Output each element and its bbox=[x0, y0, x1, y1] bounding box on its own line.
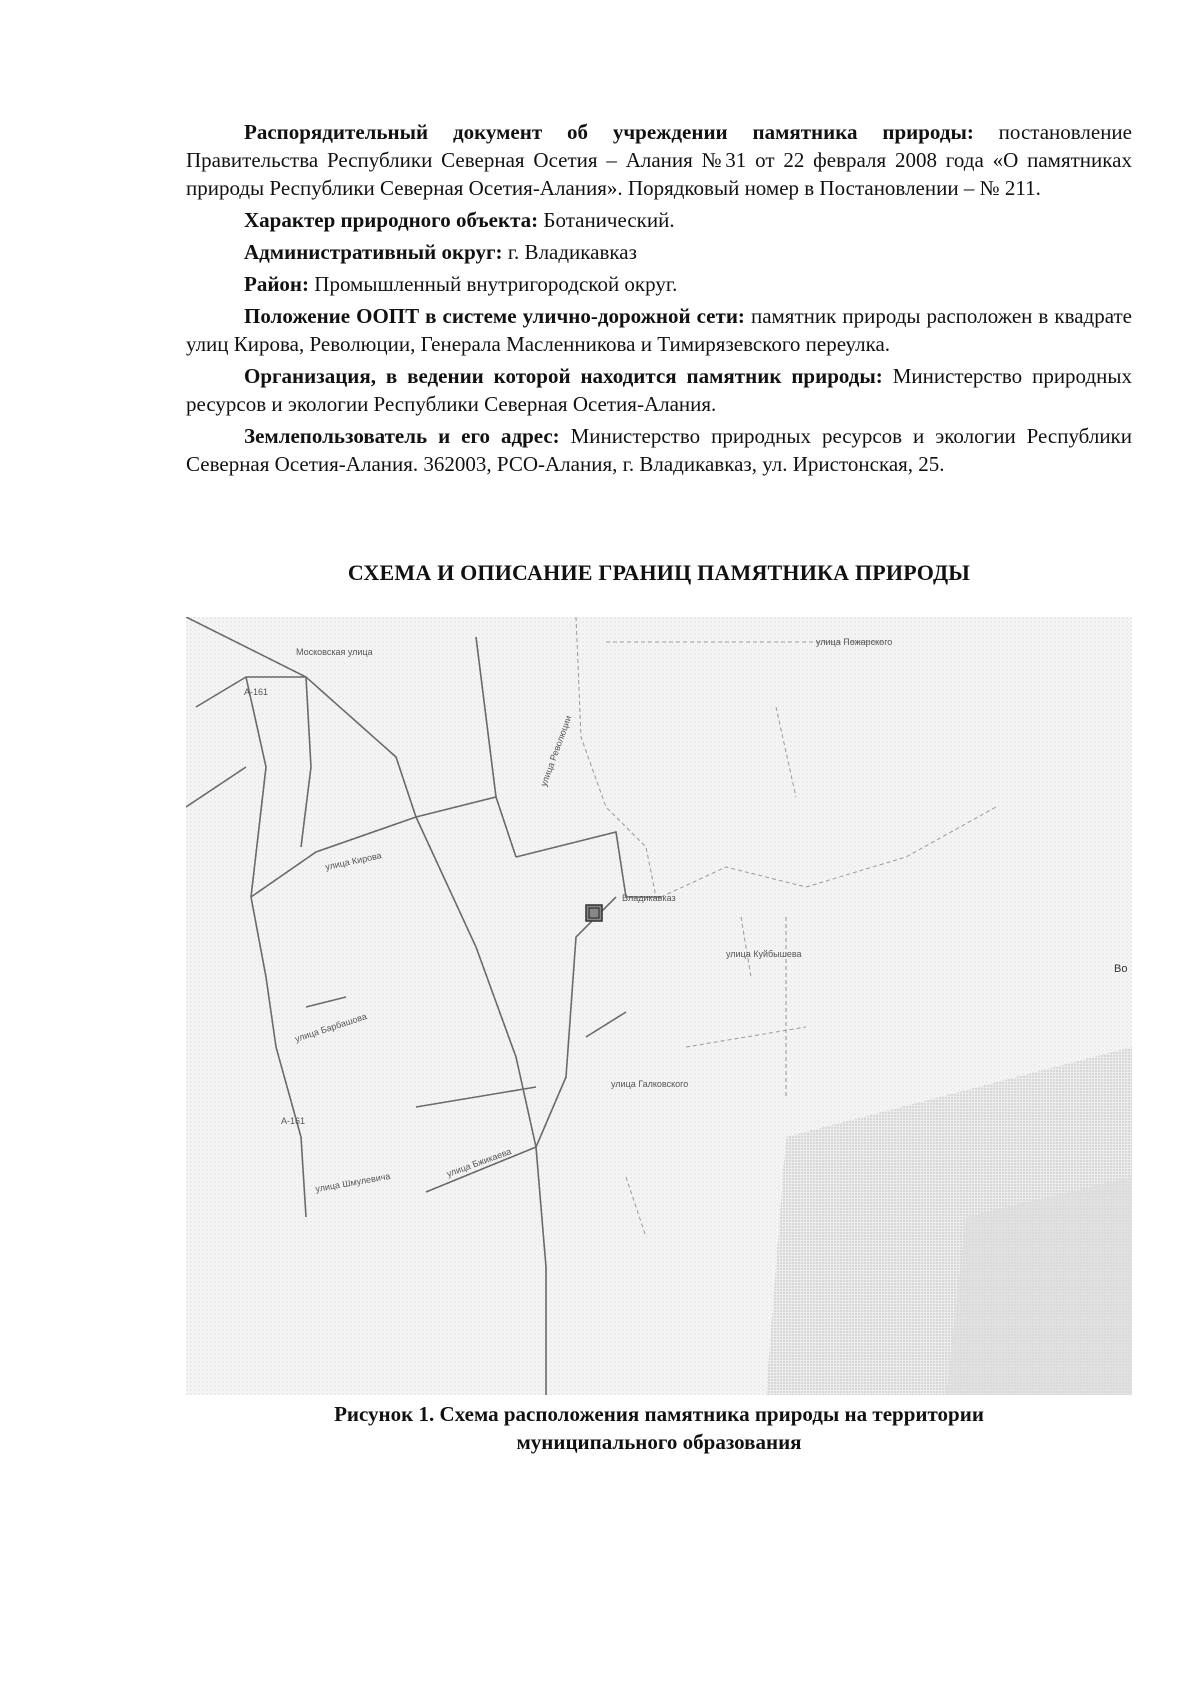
map-label-a161-bottom: А-161 bbox=[281, 1116, 306, 1126]
paragraph-text: Ботанический. bbox=[538, 208, 675, 232]
figure-caption bbox=[186, 1400, 1132, 1456]
paragraph-area bbox=[186, 270, 1132, 298]
paragraph-organization bbox=[186, 362, 1132, 418]
map-label-revolyutsii: улица Революции bbox=[538, 714, 574, 788]
map-label-vo: Во bbox=[1114, 963, 1128, 975]
paragraph-character bbox=[186, 206, 1132, 234]
paragraph-district bbox=[186, 238, 1132, 266]
map-label-a161-top: А-161 bbox=[244, 687, 269, 697]
location-map bbox=[186, 617, 1132, 1395]
paragraph-land-user bbox=[186, 422, 1132, 478]
map-label-barbashova: улица Барбашова bbox=[293, 1011, 368, 1044]
paragraph-label: Район: bbox=[244, 272, 310, 296]
paragraph-label: Организация, в ведении которой находится памятник природы: bbox=[244, 364, 883, 388]
map-label-pozharskogo: улица Пожарского bbox=[816, 637, 893, 647]
map-label-kirova: улица Кирова bbox=[324, 850, 383, 872]
map-label-moskovskaya: Московская улица bbox=[296, 647, 373, 657]
paragraph-decree bbox=[186, 118, 1132, 202]
figure-caption-line-2: муниципального образования bbox=[516, 1430, 802, 1454]
nature-monument-marker bbox=[586, 905, 602, 921]
document-body bbox=[186, 118, 1132, 482]
map-label-vladikavkaz: Владикавказ bbox=[622, 893, 676, 903]
paragraph-label: Положение ООПТ в системе улично-дорожной сети: bbox=[244, 304, 745, 328]
map-label-kurbskogo: улица Куйбышева bbox=[726, 949, 802, 959]
section-title: СХЕМА И ОПИСАНИЕ ГРАНИЦ ПАМЯТНИКА ПРИРОДЫ bbox=[347, 560, 971, 585]
paragraph-text: Министерство природных ресурсов и экологии Республики Северная Осетия-Алания. 362003, РСО-Алания, г. Владикавказ, ул. Иристонская, 25. bbox=[186, 424, 1132, 476]
paragraph-label: Землепользователь и его адрес: bbox=[244, 424, 560, 448]
paragraph-text: Промышленный внутригородской округ. bbox=[309, 272, 678, 296]
figure-caption-line-1: Рисунок 1. Схема расположения памятника природы на территории bbox=[334, 1402, 984, 1426]
paragraph-position bbox=[186, 302, 1132, 358]
map-svg bbox=[186, 617, 1132, 1395]
paragraph-label: Характер природного объекта: bbox=[244, 208, 539, 232]
paragraph-text: г. Владикавказ bbox=[502, 240, 637, 264]
paragraph-label: Административный округ: bbox=[244, 240, 503, 264]
paragraph-text: памятник природы расположен в квадрате улиц Кирова, Революции, Генерала Масленникова и Тимирязевского переулка. bbox=[186, 304, 1132, 356]
paragraph-label: Распорядительный документ об учреждении памятника природы: bbox=[244, 120, 974, 144]
map-label-shmulevicha: улица Шмулевича bbox=[314, 1170, 392, 1194]
map-label-bzhikaeva: улица Бжикаева bbox=[445, 1146, 513, 1179]
map-label-galkovskogo: улица Галковского bbox=[611, 1079, 689, 1089]
paragraph-text: постановление Правительства Республики Северная Осетия – Алания №31 от 22 февраля 2008 года «О памятниках природы Республики Северная Осетия-Алания». Порядковый номер в Постановлении – № 211. bbox=[186, 120, 1132, 200]
paragraph-text: Министерство природных ресурсов и экологии Республики Северная Осетия-Алания. bbox=[186, 364, 1132, 416]
